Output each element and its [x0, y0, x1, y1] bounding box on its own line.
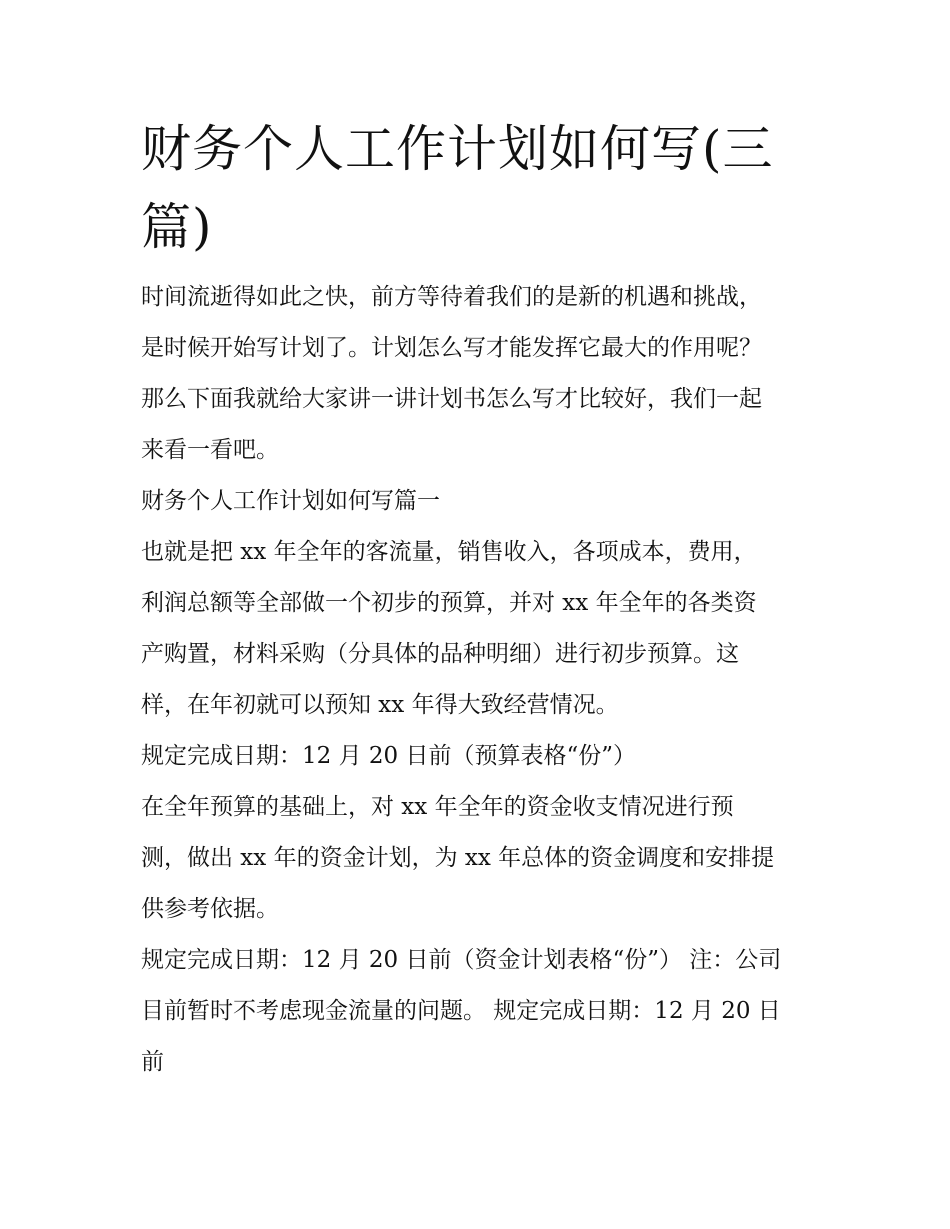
text-line: 供参考依据。	[141, 896, 279, 922]
text-line: 样，在年初就可以预知 xx 年得大致经营情况。	[141, 692, 619, 718]
intro-paragraph	[141, 272, 821, 476]
deadline-note-paragraph	[141, 935, 821, 1088]
text-line: 也就是把 xx 年全年的客流量，销售收入，各项成本，费用，	[141, 539, 757, 565]
section-heading	[141, 476, 821, 527]
text-line: 利润总额等全部做一个初步的预算，并对 xx 年全年的各类资	[141, 590, 757, 616]
text-line: 目前暂时不考虑现金流量的问题。 规定完成日期：12 月 20 日	[141, 998, 781, 1024]
text-line: 在全年预算的基础上，对 xx 年全年的资金收支情况进行预	[141, 794, 734, 820]
text-line: 测，做出 xx 年的资金计划，为 xx 年总体的资金调度和安排提	[141, 845, 775, 871]
deadline-paragraph	[141, 731, 821, 782]
text-line: 规定完成日期：12 月 20 日前（资金计划表格“份”） 注：公司	[141, 947, 782, 973]
text-line: 那么下面我就给大家讲一讲计划书怎么写才比较好，我们一起	[141, 386, 762, 412]
text-line: 财务个人工作计划如何写篇一	[141, 488, 440, 514]
document-page	[141, 110, 821, 1088]
fund-plan-paragraph	[141, 782, 821, 935]
budget-paragraph	[141, 527, 821, 731]
text-line: 前	[141, 1049, 164, 1075]
text-line: 是时候开始写计划了。计划怎么写才能发挥它最大的作用呢？	[141, 335, 762, 361]
text-line: 来看一看吧。	[141, 437, 279, 463]
text-line: 时间流逝得如此之快，前方等待着我们的是新的机遇和挑战，	[141, 284, 762, 310]
text-line: 产购置，材料采购（分具体的品种明细）进行初步预算。这	[141, 641, 739, 667]
document-title: 财务个人工作计划如何写(三篇)	[141, 120, 774, 256]
text-line: 规定完成日期：12 月 20 日前（预算表格“份”）	[141, 743, 636, 769]
